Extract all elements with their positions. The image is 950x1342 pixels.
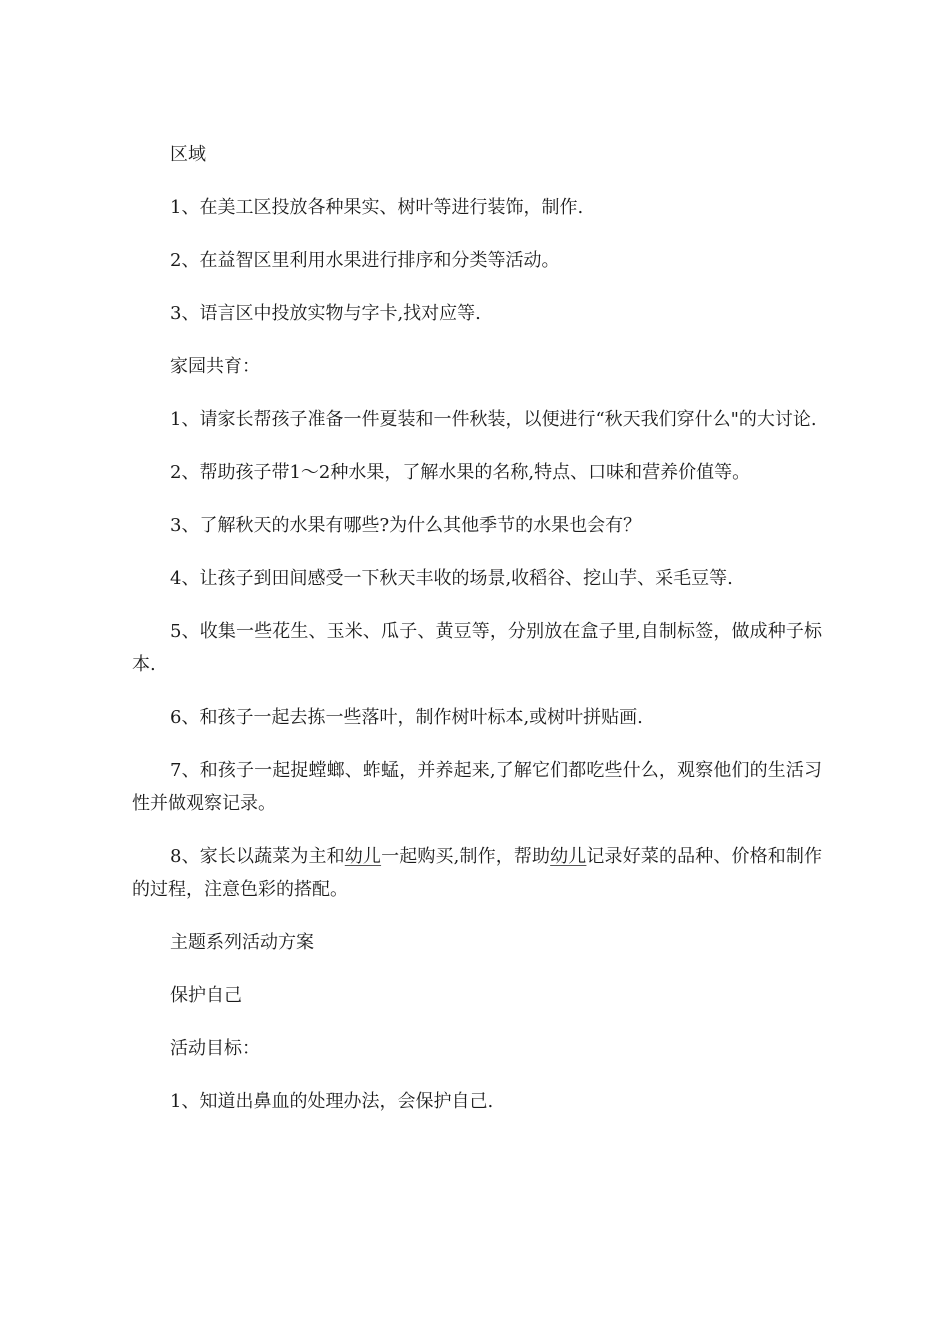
activity-goal-1: 1、知道出鼻血的处理办法，会保护自己. — [170, 1091, 494, 1112]
home-item-4: 4、让孩子到田间感受一下秋天丰收的场景,收稻谷、挖山芋、采毛豆等. — [170, 568, 733, 589]
region-item-1: 1、在美工区投放各种果实、树叶等进行装饰，制作. — [170, 197, 584, 218]
activity-goal-heading: 活动目标： — [170, 1038, 260, 1059]
home-item-8-part1: 8、家长以蔬菜为主和 — [170, 846, 345, 867]
section-heading-home-cooperation: 家园共育： — [170, 356, 260, 377]
child-link-2[interactable]: 幼儿 — [550, 846, 587, 867]
document-body — [132, 138, 822, 1138]
section-heading-region: 区域 — [170, 144, 206, 165]
home-item-8 — [132, 840, 822, 906]
region-item-3: 3、语言区中投放实物与字卡,找对应等. — [170, 303, 481, 324]
home-item-8-part3: 记录好菜的品种、价格和制作的过程，注意色彩的搭配。 — [132, 846, 823, 900]
activity-title: 保护自己 — [170, 985, 242, 1006]
home-item-5: 5、收集一些花生、玉米、瓜子、黄豆等，分别放在盒子里,自制标签，做成种子标本. — [132, 621, 822, 675]
theme-title: 主题系列活动方案 — [170, 932, 314, 953]
region-item-2: 2、在益智区里利用水果进行排序和分类等活动。 — [170, 250, 560, 271]
child-link-1[interactable]: 幼儿 — [344, 846, 382, 867]
home-item-6: 6、和孩子一起去拣一些落叶，制作树叶标本,或树叶拼贴画. — [170, 707, 643, 728]
home-item-8-part2: 一起购买,制作，帮助 — [381, 846, 551, 867]
home-item-7: 7、和孩子一起捉螳螂、蚱蜢，并养起来,了解它们都吃些什么，观察他们的生活习性并做观察记录。 — [132, 760, 822, 814]
home-item-2: 2、帮助孩子带1～2种水果，了解水果的名称,特点、口味和营养价值等。 — [170, 462, 751, 483]
home-item-3: 3、了解秋天的水果有哪些?为什么其他季节的水果也会有？ — [170, 515, 642, 536]
home-item-1: 1、请家长帮孩子准备一件夏装和一件秋装，以便进行“秋天我们穿什么"的大讨论. — [170, 409, 817, 430]
